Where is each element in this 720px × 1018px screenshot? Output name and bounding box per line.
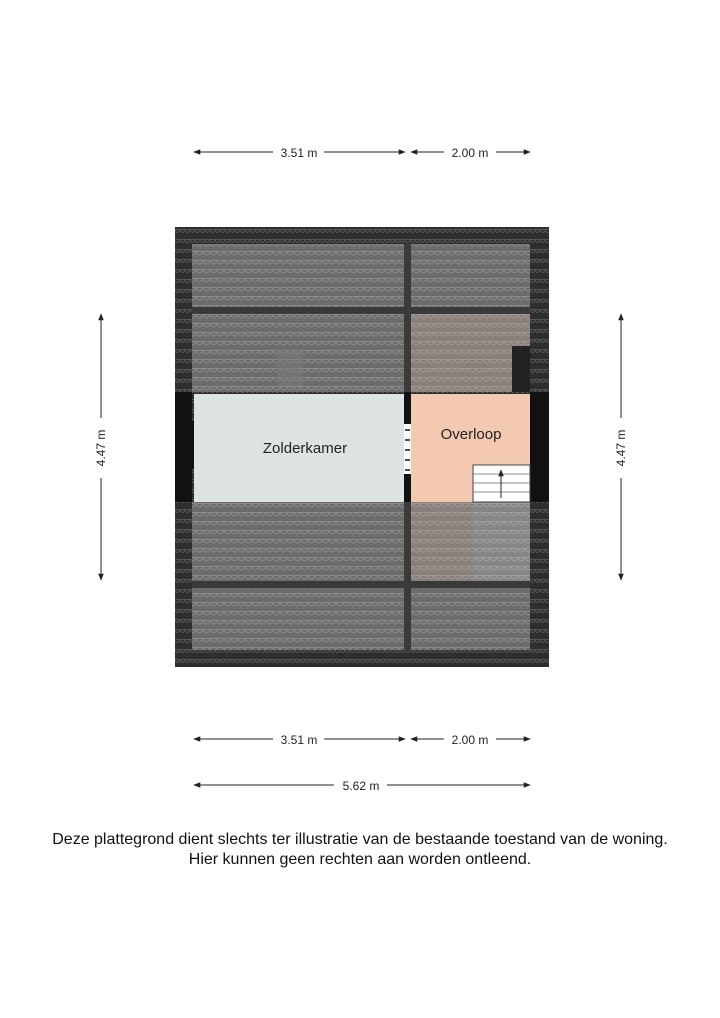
label-overloop: Overloop [440, 426, 502, 443]
dim-total-width: 5.62 m [342, 779, 380, 793]
wall-right [530, 392, 549, 502]
dim-top-left: 3.51 m [280, 146, 318, 160]
staircase [473, 465, 530, 502]
roof-beam [192, 307, 530, 314]
label-zolderkamer: Zolderkamer [262, 440, 348, 457]
roof-beam [192, 581, 530, 588]
disclaimer [0, 830, 720, 870]
door-opening [404, 424, 411, 474]
overloop-under-roof-bottom [411, 502, 473, 581]
dim-bottom-right: 2.00 m [451, 733, 489, 747]
stair-under-roof [473, 502, 530, 581]
dim-bottom-left: 3.51 m [280, 733, 318, 747]
chimney [512, 346, 530, 392]
roof-beam [404, 502, 411, 650]
roof-beam [404, 244, 411, 392]
roof-window [277, 350, 303, 386]
disclaimer-line-2: Hier kunnen geen rechten aan worden ontleend. [188, 851, 532, 868]
dim-top-right: 2.00 m [451, 146, 489, 160]
dim-right-height: 4.47 m [614, 429, 628, 467]
dim-left-height: 4.47 m [94, 429, 108, 467]
disclaimer-line-1: Deze plattegrond dient slechts ter illustratie van de bestaande toestand van de woning. [52, 831, 668, 848]
wall-left [175, 392, 192, 502]
